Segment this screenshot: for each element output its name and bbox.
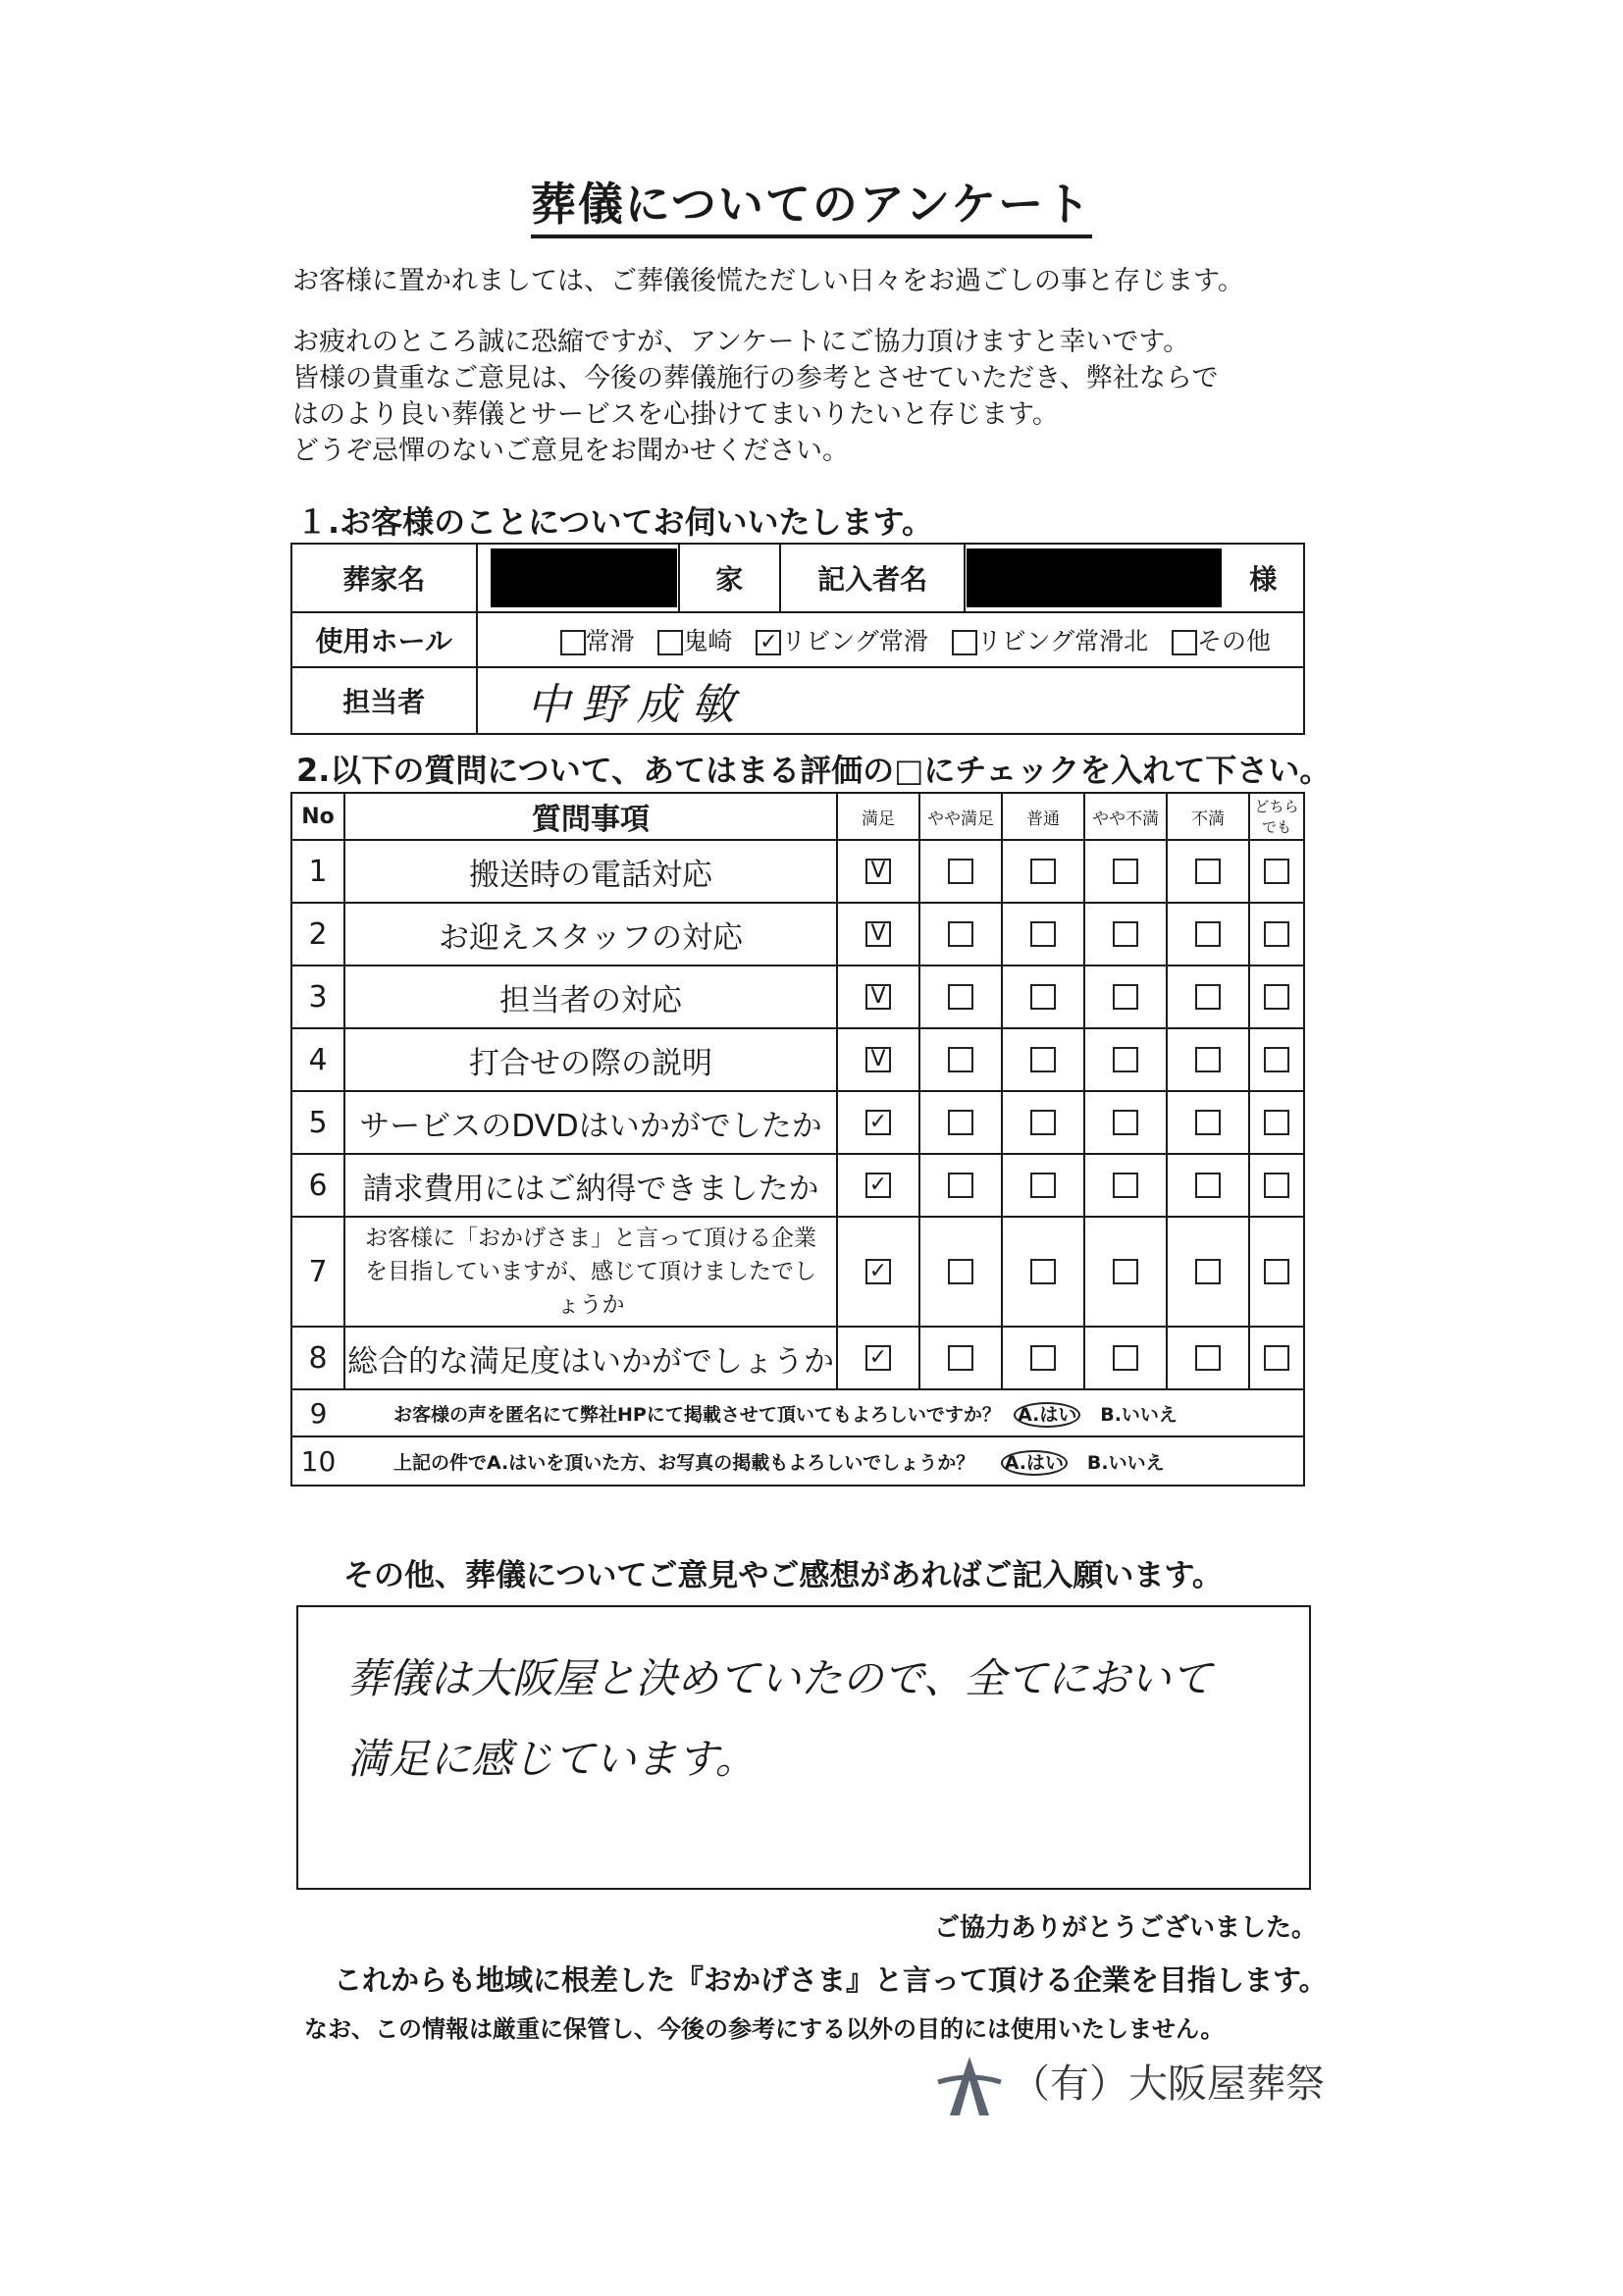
rating-cell [837,1217,919,1327]
slogan-text: これからも地域に根差した『おかげさま』と言って頂ける企業を目指します。 [334,1963,1328,1997]
rating-checkbox[interactable] [1195,1259,1221,1284]
rating-checkbox[interactable] [1113,1173,1138,1198]
writer-suffix: 様 [1223,544,1304,612]
rating-cell [1249,1217,1304,1327]
rating-checkbox[interactable] [948,921,973,947]
rating-cell [919,965,1002,1028]
rating-cell [837,1028,919,1091]
hall-checkbox[interactable] [1172,630,1197,655]
thanks-text: ご協力ありがとうございました。 [934,1913,1318,1943]
comment-line-2: 満足に感じています。 [347,1735,757,1783]
rating-cell [1084,1028,1167,1091]
intro-line-2: お疲れのところ誠に恐縮ですが、アンケートにご協力頂けますと幸いです。 [292,327,1190,357]
company-logo-icon [934,2051,1005,2121]
family-name-label: 葬家名 [291,544,477,612]
rating-cell [1084,1217,1167,1327]
rating-checkbox-checked[interactable]: V [865,984,891,1010]
question-no: 6 [291,1154,344,1217]
rating-cell [919,1028,1002,1091]
rating-cell [919,1217,1002,1327]
q9-text: お客様の声を匿名にて弊社HPにて掲載させて頂いてもよろしいですか？ [393,1403,1001,1426]
intro-line-5: どうぞ忌憚のないご意見をお聞かせください。 [292,436,849,466]
question-row [291,1327,1304,1389]
rating-checkbox[interactable] [1113,1259,1138,1284]
rating-cell [1167,903,1249,965]
rating-checkbox[interactable] [1113,984,1138,1010]
rating-cell [1249,840,1304,903]
privacy-text: なお、この情報は厳重に保管し、今後の参考にする以外の目的には使用いたしません。 [304,2015,1225,2043]
rating-checkbox[interactable] [1195,1047,1221,1072]
col-question-header: 質問事項 [344,793,837,840]
hall-label: 使用ホール [291,612,477,667]
rating-checkbox-checked[interactable]: ✓ [865,1173,891,1198]
question-row [291,1154,1304,1217]
rating-cell [1084,965,1167,1028]
rating-checkbox[interactable] [1113,1345,1138,1371]
rating-cell [1084,1154,1167,1217]
question-no: 7 [291,1217,344,1327]
intro-line-3: 皆様の貴重なご意見は、今後の葬儀施行の参考とさせていただき、弊社ならで [292,363,1219,393]
rating-checkbox[interactable] [1195,1173,1221,1198]
intro-line-4: はのより良い葬儀とサービスを心掛けてまいりたいと存じます。 [292,399,1059,430]
rating-checkbox[interactable] [1030,1047,1056,1072]
question-text: 搬送時の電話対応 [344,840,837,903]
hall-option-living-tokoname[interactable]: ✓ リビング常滑 [756,627,928,655]
rating-checkbox-checked[interactable]: ✓ [865,1259,891,1284]
comment-box[interactable] [296,1605,1311,1890]
hall-options [477,612,1304,667]
rating-checkbox[interactable] [948,1173,973,1198]
question-no: 2 [291,903,344,965]
rating-cell [919,1154,1002,1217]
question-no: 5 [291,1091,344,1154]
writer-name-label: 記入者名 [780,544,966,612]
question-row [291,840,1304,903]
rating-checkbox-checked[interactable]: ✓ [865,1345,891,1371]
q9-no: 9 [291,1389,344,1436]
rating-cell [1002,1028,1084,1091]
rating-cell [1167,1217,1249,1327]
family-name-cell[interactable] [477,544,679,612]
question-text: 担当者の対応 [344,965,837,1028]
rating-checkbox[interactable] [1264,1173,1289,1198]
hall-checkbox-checked[interactable]: ✓ [756,630,781,655]
rating-checkbox[interactable] [1264,1259,1289,1284]
rating-checkbox-checked[interactable]: ✓ [865,1110,891,1135]
comment-heading: その他、葬儀についてご意見やご感想があればご記入願います。 [343,1558,1223,1593]
comment-line-1: 葬儀は大阪屋と決めていたので、全てにおいて [347,1654,1213,1702]
hall-checkbox[interactable] [560,630,586,655]
rating-cell [837,965,919,1028]
col-rating-header: どちらでも [1249,793,1304,840]
rating-checkbox[interactable] [1030,984,1056,1010]
writer-name-redaction [967,548,1222,607]
rating-cell [1167,840,1249,903]
rating-cell [1002,903,1084,965]
col-no-header: No [291,793,344,840]
rating-cell [1249,1028,1304,1091]
question-text: 打合せの際の説明 [344,1028,837,1091]
col-rating-header: 満足 [837,793,919,840]
hall-option-tokoname[interactable]: 常滑 [560,627,635,655]
question-no: 4 [291,1028,344,1091]
rating-cell [837,1154,919,1217]
rating-checkbox[interactable] [1195,921,1221,947]
rating-cell [919,903,1002,965]
rating-cell [1249,1091,1304,1154]
rating-cell [1249,903,1304,965]
question-row [291,1091,1304,1154]
rating-checkbox[interactable] [1264,859,1289,884]
rating-cell [1084,840,1167,903]
rating-cell [1167,1091,1249,1154]
rating-checkbox[interactable] [1195,859,1221,884]
rating-cell [1249,1154,1304,1217]
question-text: 請求費用にはご納得できましたか [344,1154,837,1217]
rating-cell [837,903,919,965]
rating-cell [837,1327,919,1389]
q9-answer-b[interactable]: B.いいえ [1100,1403,1178,1426]
rating-cell [919,1091,1002,1154]
rating-checkbox[interactable] [948,1345,973,1371]
rating-checkbox[interactable] [1113,1047,1138,1072]
rating-cell [1167,965,1249,1028]
rating-checkbox[interactable] [1030,1259,1056,1284]
rating-checkbox[interactable] [1264,1047,1289,1072]
rating-cell [1084,1327,1167,1389]
page-title: 葬儀についてのアンケート [0,169,1623,234]
hall-checkbox[interactable] [657,630,683,655]
rating-checkbox[interactable] [1195,984,1221,1010]
rating-checkbox[interactable] [1030,859,1056,884]
rating-cell [837,840,919,903]
rating-checkbox[interactable] [948,1259,973,1284]
question-no: 3 [291,965,344,1028]
hall-option-living-tokoname-kita[interactable]: リビング常滑北 [952,627,1149,655]
rating-checkbox[interactable] [1030,1110,1056,1135]
rating-cell [919,1327,1002,1389]
rating-checkbox[interactable] [948,984,973,1010]
rating-checkbox-checked[interactable]: V [865,1047,891,1072]
rating-checkbox[interactable] [1113,1110,1138,1135]
rating-checkbox-checked[interactable]: V [865,859,891,884]
q9-row [344,1389,1304,1436]
rating-cell [1002,1217,1084,1327]
rating-checkbox[interactable] [1195,1110,1221,1135]
hall-checkbox[interactable] [952,630,977,655]
question-text: お客様に「おかげさま」と言って頂ける企業を目指していますが、感じて頂けましたでしょうか [344,1217,837,1327]
question-text: サービスのDVDはいかがでしたか [344,1091,837,1154]
customer-info-table [290,543,1305,735]
section1-heading: １.お客様のことについてお伺いいたします。 [296,503,933,541]
rating-checkbox[interactable] [1030,1345,1056,1371]
col-rating-header: 不満 [1167,793,1249,840]
survey-table [290,792,1305,1487]
col-rating-header: 普通 [1002,793,1084,840]
rating-checkbox[interactable] [1264,1110,1289,1135]
question-no: 8 [291,1327,344,1389]
rating-checkbox[interactable] [948,859,973,884]
rating-cell [1167,1327,1249,1389]
rating-checkbox[interactable] [1264,921,1289,947]
hall-option-onizaki[interactable]: 鬼崎 [657,627,732,655]
question-text: お迎えスタッフの対応 [344,903,837,965]
question-row [291,965,1304,1028]
rating-checkbox[interactable] [948,1047,973,1072]
question-row [291,1217,1304,1327]
rating-cell [1249,965,1304,1028]
rating-cell [1002,965,1084,1028]
question-no: 1 [291,840,344,903]
rating-checkbox-checked[interactable]: V [865,921,891,947]
rating-cell [1084,903,1167,965]
rating-checkbox[interactable] [948,1110,973,1135]
rating-cell [919,840,1002,903]
rating-checkbox[interactable] [1030,921,1056,947]
col-rating-header: やや満足 [919,793,1002,840]
staff-label: 担当者 [291,667,477,734]
family-name-redaction [491,548,677,607]
question-row [291,1028,1304,1091]
company-name: （有）大阪屋葬祭 [1011,2061,1325,2107]
question-row [291,903,1304,965]
family-suffix: 家 [679,544,780,612]
rating-cell [1002,1091,1084,1154]
rating-checkbox[interactable] [1113,921,1138,947]
rating-cell [1002,1154,1084,1217]
rating-checkbox[interactable] [1030,1173,1056,1198]
rating-cell [1167,1028,1249,1091]
rating-cell [837,1091,919,1154]
rating-cell [1249,1327,1304,1389]
q10-text: 上記の件でA.はいを頂いた方、お写真の掲載もよろしいでしょうか？ [393,1451,975,1474]
rating-checkbox[interactable] [1264,984,1289,1010]
q10-answer-a-selected[interactable]: A.はい [1001,1450,1068,1476]
rating-cell [1084,1091,1167,1154]
writer-name-cell[interactable] [965,544,1223,612]
rating-checkbox[interactable] [1264,1345,1289,1371]
rating-checkbox[interactable] [1113,859,1138,884]
hall-option-other[interactable]: その他 [1172,627,1271,655]
rating-cell [1002,1327,1084,1389]
section2-heading: 2.以下の質問について、あてはまる評価の□にチェックを入れて下さい。 [296,752,1332,789]
intro-line-1: お客様に置かれましては、ご葬儀後慌ただしい日々をお過ごしの事と存じます。 [292,266,1244,296]
q9-answer-a-selected[interactable]: A.はい [1014,1402,1080,1428]
rating-checkbox[interactable] [1195,1345,1221,1371]
rating-cell [1002,840,1084,903]
q10-no: 10 [291,1436,344,1486]
question-text: 総合的な満足度はいかがでしょうか [344,1327,837,1389]
q10-row [344,1436,1304,1486]
staff-name-value[interactable]: 中野成敏 [477,667,1304,734]
col-rating-header: やや不満 [1084,793,1167,840]
q10-answer-b[interactable]: B.いいえ [1086,1451,1165,1474]
rating-cell [1167,1154,1249,1217]
